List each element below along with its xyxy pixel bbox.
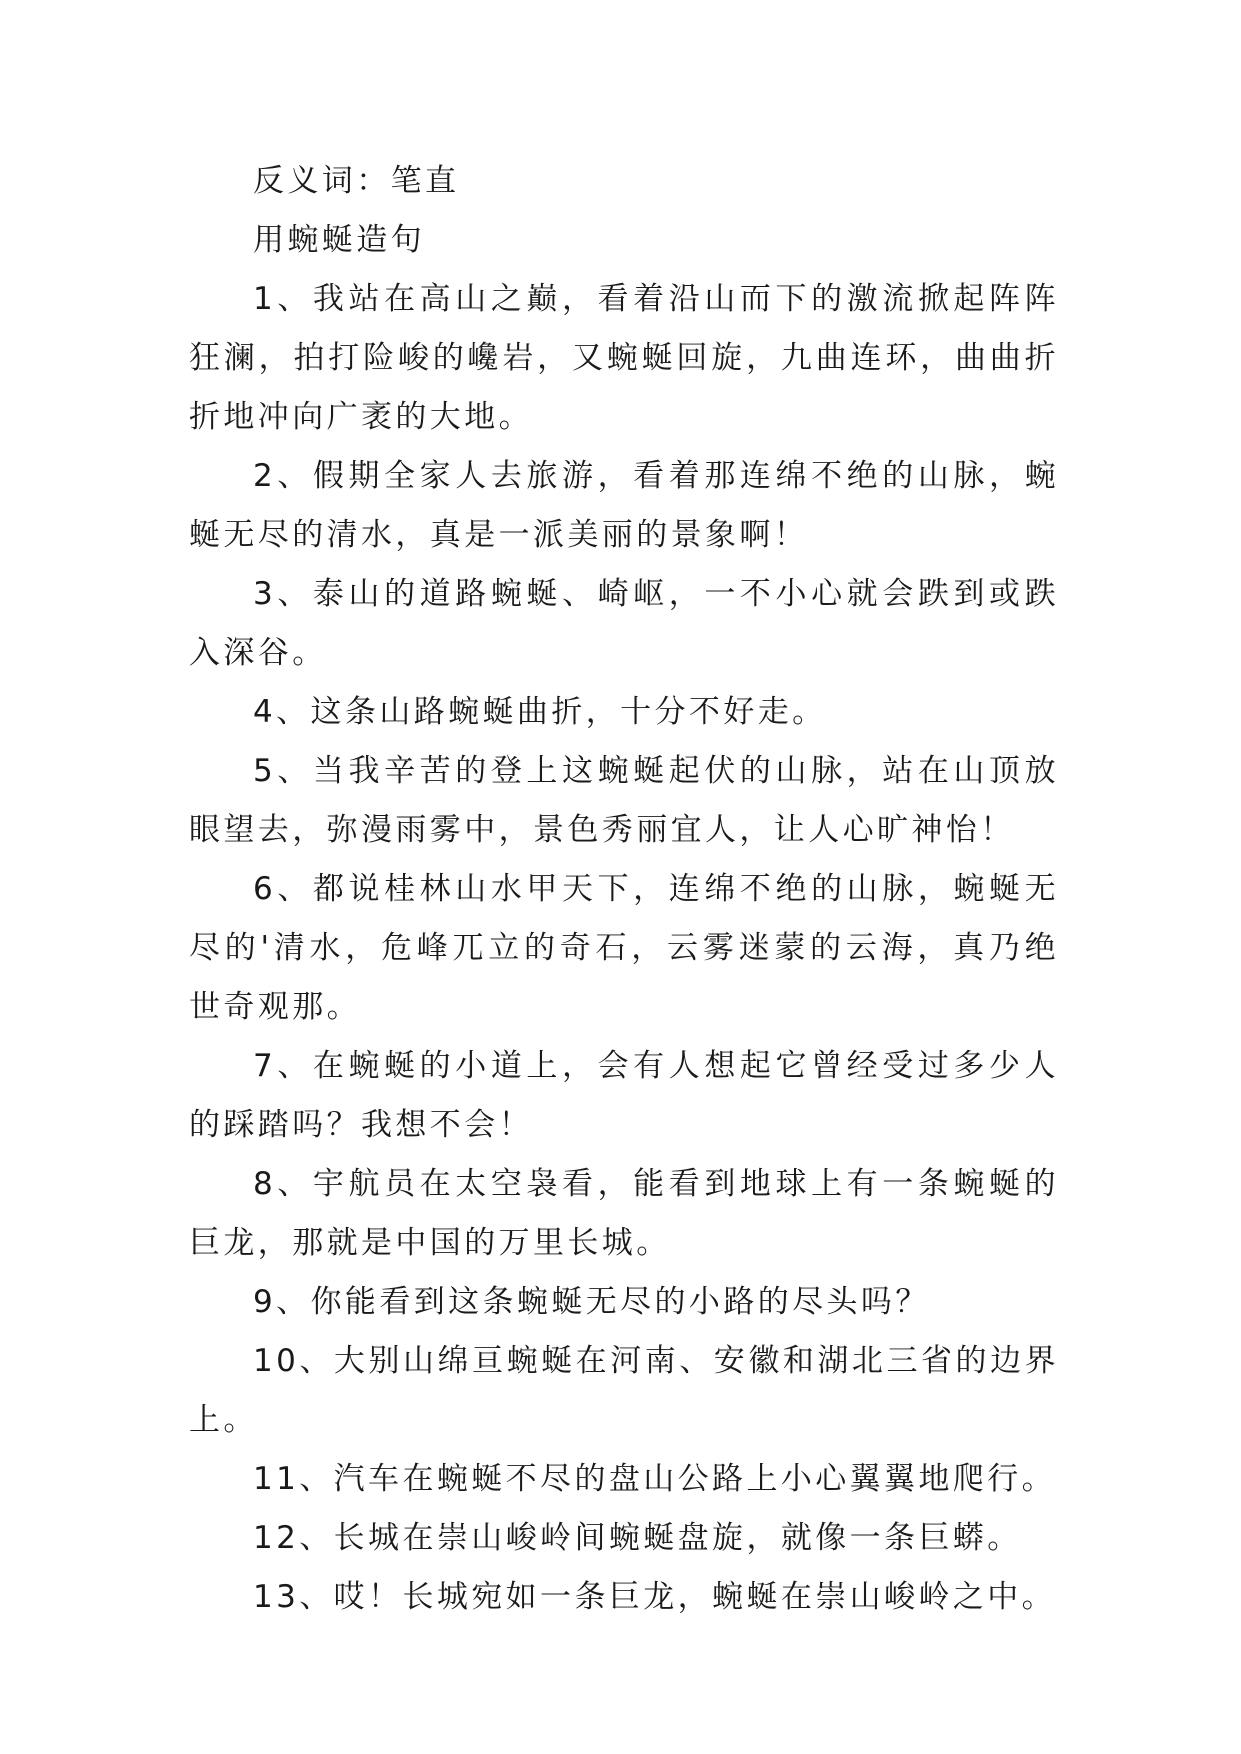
paragraph-sentence-10: 10、大别山绵亘蜿蜒在河南、安徽和湖北三省的边界上。 xyxy=(189,1343,1059,1438)
document-body xyxy=(189,152,1059,1627)
paragraph-sentence-7: 7、在蜿蜒的小道上，会有人想起它曾经受过多少人的踩踏吗？我想不会！ xyxy=(189,1048,1059,1143)
paragraph-sentence-12: 12、长城在崇山峻岭间蜿蜒盘旋，就像一条巨蟒。 xyxy=(253,1520,1022,1556)
paragraph-sentence-9: 9、你能看到这条蜿蜒无尽的小路的尽头吗？ xyxy=(253,1284,930,1320)
paragraph-sentence-11: 11、汽车在蜿蜒不尽的盘山公路上小心翼翼地爬行。 xyxy=(253,1461,1057,1497)
paragraph-sentence-13: 13、哎！长城宛如一条巨龙，蜿蜒在崇山峻岭之中。 xyxy=(253,1579,1057,1615)
paragraph-sentence-4: 4、这条山路蜿蜒曲折，十分不好走。 xyxy=(253,694,827,730)
paragraph-sentence-8: 8、宇航员在太空袅看，能看到地球上有一条蜿蜒的巨龙，那就是中国的万里长城。 xyxy=(189,1166,1059,1261)
paragraph-heading: 用蜿蜒造句 xyxy=(253,222,425,258)
paragraph-sentence-3: 3、泰山的道路蜿蜒、崎岖，一不小心就会跌到或跌入深谷。 xyxy=(189,576,1059,671)
paragraph-sentence-2: 2、假期全家人去旅游，看着那连绵不绝的山脉，蜿蜒无尽的清水，真是一派美丽的景象啊！ xyxy=(189,458,1059,553)
paragraph-sentence-1: 1、我站在高山之巅，看着沿山而下的激流掀起阵阵狂澜，拍打险峻的巉岩，又蜿蜒回旋，九曲连环，曲曲折折地冲向广袤的大地。 xyxy=(189,281,1059,435)
paragraph-sentence-6: 6、都说桂林山水甲天下，连绵不绝的山脉，蜿蜒无尽的'清水，危峰兀立的奇石，云雾迷蒙的云海，真乃绝世奇观那。 xyxy=(189,871,1059,1025)
paragraph-sentence-5: 5、当我辛苦的登上这蜿蜒起伏的山脉，站在山顶放眼望去，弥漫雨雾中，景色秀丽宜人，让人心旷神怡！ xyxy=(189,753,1059,848)
paragraph-antonym: 反义词：笔直 xyxy=(253,163,460,199)
